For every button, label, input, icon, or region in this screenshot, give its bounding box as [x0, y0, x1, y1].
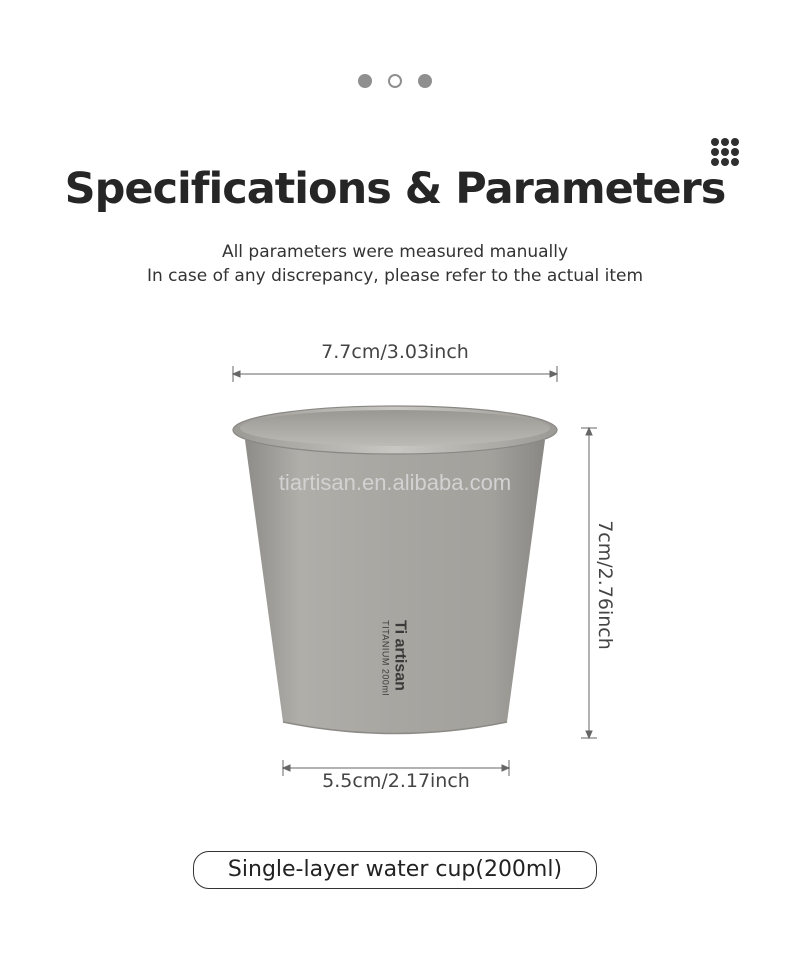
page-title: Specifications & Parameters [64, 164, 726, 214]
top-width-label: 7.7cm/3.03inch [321, 341, 469, 363]
height-label: 7cm/2.76inch [594, 520, 616, 650]
bottom-width-label: 5.5cm/2.17inch [322, 770, 470, 792]
subtitle-line-2: In case of any discrepancy, please refer to the actual item [146, 266, 644, 286]
cup-engraving [380, 620, 409, 696]
brand-logo: Ti artisan [391, 620, 409, 691]
product-caption: Single-layer water cup(200ml) [193, 851, 597, 889]
subtitle-line-1: All parameters were measured manually [221, 242, 569, 262]
top-dimension-line [233, 366, 557, 382]
engraving-capacity: TITANIUM 200ml [380, 620, 391, 696]
watermark-text: tiartisan.en.alibaba.com [278, 470, 512, 495]
